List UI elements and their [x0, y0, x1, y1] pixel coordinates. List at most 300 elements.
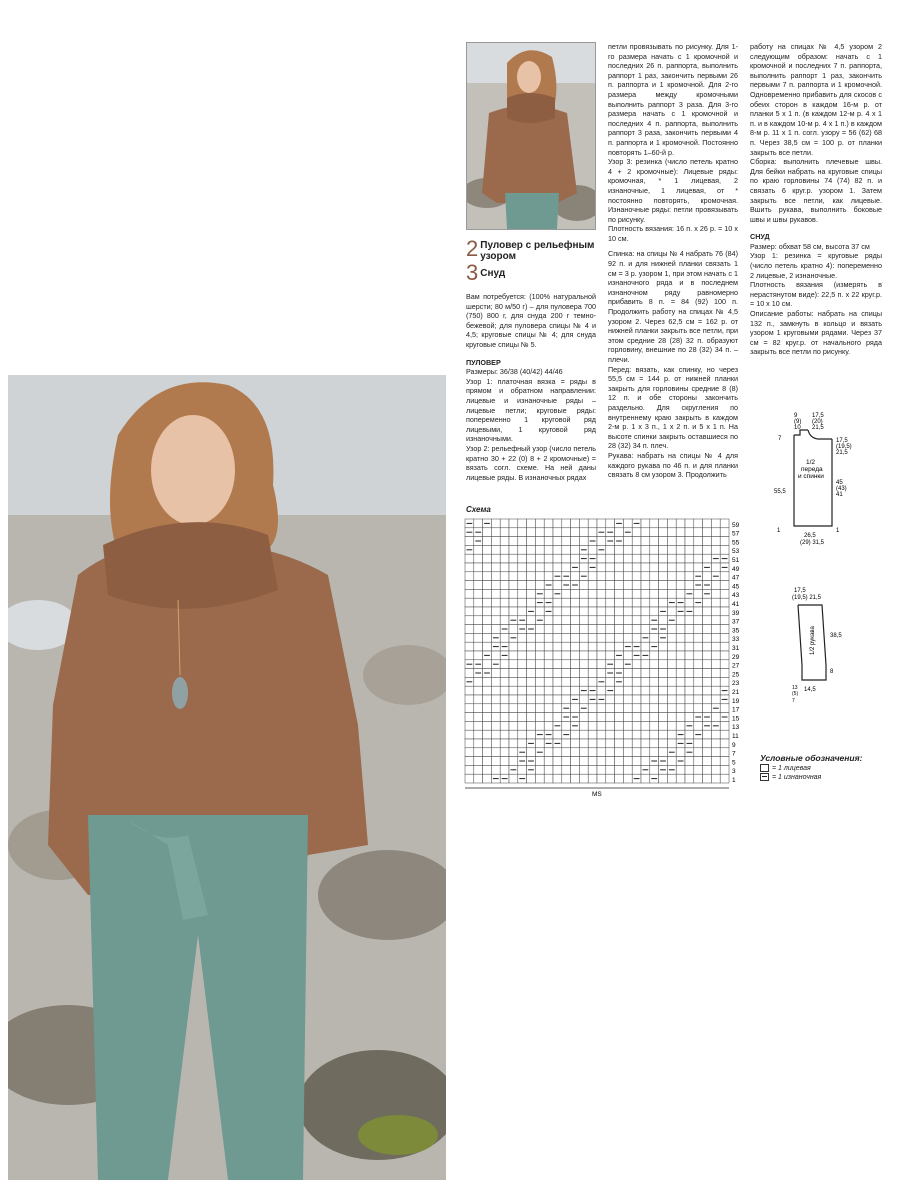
chart-cell — [579, 589, 588, 598]
chart-cell — [562, 519, 571, 528]
chart-cell — [650, 730, 659, 739]
sleeve-left-b: (5) — [792, 691, 799, 697]
chart-cell — [694, 765, 703, 774]
chart-cell — [500, 765, 509, 774]
chart-cell — [491, 625, 500, 634]
chart-cell — [606, 757, 615, 766]
chart-cell — [562, 545, 571, 554]
chart-cell — [703, 616, 712, 625]
chart-cell — [676, 563, 685, 572]
chart-cell — [500, 748, 509, 757]
chart-cell — [685, 713, 694, 722]
chart-cell — [509, 554, 518, 563]
chart-cell — [518, 660, 527, 669]
chart-cell — [562, 642, 571, 651]
chart-cell — [711, 677, 720, 686]
chart-cell — [553, 625, 562, 634]
chart-cell — [571, 537, 580, 546]
chart-cell — [711, 660, 720, 669]
chart-cell — [483, 625, 492, 634]
chart-cell — [509, 537, 518, 546]
chart-cell — [518, 572, 527, 581]
article-header — [466, 238, 602, 284]
chart-cell — [509, 651, 518, 660]
chart-cell — [527, 704, 536, 713]
chart-cell — [562, 739, 571, 748]
chart-cell — [509, 757, 518, 766]
chart-cell — [579, 519, 588, 528]
chart-cell — [509, 704, 518, 713]
dim-left-total: 55,5 — [774, 489, 786, 495]
chart-cell — [588, 607, 597, 616]
chart-cell — [527, 695, 536, 704]
chart-cell — [465, 616, 474, 625]
chart-cell — [518, 686, 527, 695]
chart-cell — [562, 757, 571, 766]
chart-cell — [518, 765, 527, 774]
chart-cell — [711, 739, 720, 748]
chart-cell — [694, 677, 703, 686]
chart-cell — [571, 625, 580, 634]
chart-cell — [667, 519, 676, 528]
chart-cell — [694, 545, 703, 554]
sleeve-left-c: 7 — [792, 698, 795, 704]
chart-cell — [641, 563, 650, 572]
chart-cell — [571, 686, 580, 695]
chart-cell — [518, 730, 527, 739]
chart-cell — [703, 519, 712, 528]
chart-cell — [676, 642, 685, 651]
chart-cell — [659, 686, 668, 695]
chart-cell — [711, 669, 720, 678]
chart-cell — [694, 633, 703, 642]
chart-cell — [597, 704, 606, 713]
chart-cell — [685, 774, 694, 783]
chart-cell — [632, 695, 641, 704]
chart-cell — [579, 677, 588, 686]
chart-cell — [711, 651, 720, 660]
chart-cell — [641, 677, 650, 686]
chart-cell — [597, 642, 606, 651]
chart-cell — [694, 563, 703, 572]
chart-cell — [491, 563, 500, 572]
chart-cell — [694, 519, 703, 528]
chart-cell — [483, 677, 492, 686]
chart-cell — [562, 589, 571, 598]
chart-cell — [474, 563, 483, 572]
chart-cell — [474, 677, 483, 686]
chart-cell — [588, 765, 597, 774]
chart-cell — [553, 677, 562, 686]
chart-cell — [483, 721, 492, 730]
chart-cell — [465, 669, 474, 678]
chart-cell — [615, 607, 624, 616]
chart-cell — [632, 686, 641, 695]
chart-cell — [615, 748, 624, 757]
chart-title: Схема — [466, 505, 491, 514]
chart-cell — [483, 554, 492, 563]
chart-cell — [623, 686, 632, 695]
chart-cell — [465, 730, 474, 739]
chart-cell — [623, 730, 632, 739]
chart-cell — [606, 651, 615, 660]
chart-repeat-label: MS — [592, 791, 602, 798]
chart-cell — [544, 528, 553, 537]
chart-cell — [623, 554, 632, 563]
chart-cell — [685, 633, 694, 642]
chart-cell — [694, 642, 703, 651]
chart-cell — [588, 528, 597, 537]
chart-cell — [527, 642, 536, 651]
chart-cell — [483, 757, 492, 766]
chart-cell — [588, 581, 597, 590]
chart-cell — [544, 519, 553, 528]
chart-cell — [650, 563, 659, 572]
chart-cell — [465, 625, 474, 634]
chart-cell — [491, 677, 500, 686]
chart-cell — [703, 686, 712, 695]
chart-cell — [659, 651, 668, 660]
chart-cell — [597, 581, 606, 590]
chart-cell — [588, 713, 597, 722]
text-column-2 — [608, 42, 738, 480]
chart-cell — [720, 545, 729, 554]
chart-cell — [632, 704, 641, 713]
chart-cell — [597, 554, 606, 563]
chart-cell — [641, 748, 650, 757]
chart-cell — [491, 686, 500, 695]
chart-cell — [465, 774, 474, 783]
sleeve-height: 38,5 — [830, 633, 842, 639]
chart-cell — [615, 774, 624, 783]
item-2-title: Пуловер с рельефным узором — [480, 240, 595, 262]
chart-cell — [597, 651, 606, 660]
chart-cell — [527, 537, 536, 546]
chart-cell — [685, 642, 694, 651]
chart-cell — [571, 704, 580, 713]
chart-cell — [676, 572, 685, 581]
dim-right2-a: 45 — [836, 480, 843, 486]
chart-cell — [535, 669, 544, 678]
chart-cell — [509, 713, 518, 722]
chart-cell — [518, 713, 527, 722]
chart-cell — [527, 554, 536, 563]
chart-cell — [597, 589, 606, 598]
chart-cell — [544, 625, 553, 634]
chart-cell — [606, 677, 615, 686]
chart-cell — [615, 616, 624, 625]
dim-one-right: 1 — [836, 528, 840, 534]
chart-cell — [659, 721, 668, 730]
chart-cell — [474, 730, 483, 739]
chart-cell — [623, 739, 632, 748]
chart-cell — [579, 563, 588, 572]
chart-cell — [597, 730, 606, 739]
chart-cell — [606, 589, 615, 598]
chart-cell — [535, 537, 544, 546]
chart-cell — [562, 633, 571, 642]
chart-cell — [588, 545, 597, 554]
chart-cell — [483, 537, 492, 546]
chart-cell — [579, 616, 588, 625]
chart-cell — [615, 660, 624, 669]
front-paragraph: Перед: вязать, как спинку, но через 55,5 см = 144 р. от нижней планки закрыть для горловины средние 8 (8) 12 п. и обе стороны закончить раздельно. Для скругления по внутреннему краю закрыть в каждом 2-м р. 1 х 3 п., 1 х 2 п. и 5 х 1 п. На высоте спинки закрыть оставшиеся по 28 (32) 34 п. плеч. — [608, 364, 738, 451]
chart-cell — [667, 704, 676, 713]
chart-cell — [641, 598, 650, 607]
chart-cell — [720, 651, 729, 660]
chart-cell — [518, 704, 527, 713]
chart-cell — [518, 651, 527, 660]
chart-cell — [535, 633, 544, 642]
chart-cell — [641, 739, 650, 748]
chart-cell — [509, 686, 518, 695]
chart-cell — [685, 528, 694, 537]
chart-cell — [632, 598, 641, 607]
chart-cell — [685, 598, 694, 607]
chart-cell — [615, 739, 624, 748]
chart-cell — [491, 581, 500, 590]
chart-cell — [641, 713, 650, 722]
chart-cell — [667, 545, 676, 554]
chart-cell — [632, 677, 641, 686]
chart-cell — [623, 757, 632, 766]
chart-cell — [535, 660, 544, 669]
chart-cell — [641, 572, 650, 581]
chart-cell — [500, 730, 509, 739]
chart-row-label: 41 — [732, 601, 740, 608]
legend-item-purl — [760, 773, 862, 781]
chart-cell — [694, 686, 703, 695]
chart-cell — [544, 748, 553, 757]
chart-cell — [650, 713, 659, 722]
chart-cell — [685, 757, 694, 766]
chart-cell — [588, 616, 597, 625]
chart-cell — [659, 642, 668, 651]
chart-cell — [615, 765, 624, 774]
chart-cell — [518, 545, 527, 554]
chart-cell — [703, 633, 712, 642]
chart-cell — [465, 607, 474, 616]
chart-cell — [623, 616, 632, 625]
chart-cell — [676, 704, 685, 713]
chart-cell — [720, 774, 729, 783]
chart-cell — [650, 677, 659, 686]
chart-cell — [465, 739, 474, 748]
chart-cell — [606, 730, 615, 739]
chart-cell — [588, 598, 597, 607]
chart-cell — [720, 519, 729, 528]
chart-cell — [667, 774, 676, 783]
chart-cell — [500, 713, 509, 722]
chart-cell — [650, 572, 659, 581]
chart-cell — [703, 739, 712, 748]
chart-row-label: 27 — [732, 662, 740, 670]
chart-cell — [606, 616, 615, 625]
chart-cell — [650, 765, 659, 774]
chart-cell — [483, 545, 492, 554]
chart-cell — [650, 669, 659, 678]
chart-cell — [606, 607, 615, 616]
chart-cell — [641, 545, 650, 554]
chart-cell — [527, 730, 536, 739]
sizes-paragraph: Размеры: 36/38 (40/42) 44/46 — [466, 367, 563, 377]
chart-cell — [535, 721, 544, 730]
chart-cell — [632, 748, 641, 757]
chart-cell — [703, 774, 712, 783]
chart-cell — [500, 563, 509, 572]
chart-cell — [500, 537, 509, 546]
chart-cell — [500, 589, 509, 598]
chart-cell — [553, 651, 562, 660]
chart-cell — [562, 528, 571, 537]
chart-cell — [703, 748, 712, 757]
chart-cell — [491, 713, 500, 722]
chart-cell — [465, 563, 474, 572]
chart-cell — [483, 607, 492, 616]
chart-cell — [527, 748, 536, 757]
chart-cell — [500, 677, 509, 686]
snood-size-paragraph: Размер: обхват 58 см, высота 37 см — [750, 241, 870, 251]
chart-cell — [694, 669, 703, 678]
chart-cell — [483, 748, 492, 757]
chart-cell — [465, 572, 474, 581]
dim-right2-b: (43) — [836, 486, 847, 492]
chart-cell — [491, 730, 500, 739]
chart-cell — [711, 519, 720, 528]
chart-cell — [597, 625, 606, 634]
chart-cell — [720, 598, 729, 607]
chart-cell — [641, 589, 650, 598]
chart-cell — [606, 633, 615, 642]
chart-cell — [544, 537, 553, 546]
chart-cell — [641, 616, 650, 625]
chart-row-label: 19 — [732, 697, 740, 705]
chart-cell — [579, 642, 588, 651]
dim-top-left-b: (9) — [794, 419, 802, 425]
pattern-1-paragraph: Узор 1: платочная вязка = ряды в прямом и обратном направлении: лицевые и изнаночные ряды – лицевые петли; круговые ряды: попеременно 1 круговой ряд лицевыми, 1 круговой ряд изнаночными. — [466, 376, 596, 444]
chart-cell — [500, 660, 509, 669]
chart-cell — [465, 642, 474, 651]
chart-cell — [667, 677, 676, 686]
snood-gauge-paragraph: Плотность вязания (измерять в нерастянутом виде): 22,5 п. х 22 круг.р. = 10 х 10 см. — [750, 280, 882, 309]
chart-cell — [606, 713, 615, 722]
chart-cell — [544, 545, 553, 554]
chart-cell — [659, 677, 668, 686]
chart-cell — [720, 581, 729, 590]
chart-cell — [474, 765, 483, 774]
chart-cell — [659, 589, 668, 598]
chart-cell — [685, 730, 694, 739]
chart-cell — [703, 695, 712, 704]
chart-cell — [588, 774, 597, 783]
chart-cell — [544, 757, 553, 766]
chart-cell — [615, 704, 624, 713]
chart-cell — [720, 757, 729, 766]
chart-cell — [606, 581, 615, 590]
chart-cell — [483, 695, 492, 704]
chart-cell — [685, 616, 694, 625]
chart-cell — [544, 572, 553, 581]
chart-cell — [667, 730, 676, 739]
chart-cell — [632, 607, 641, 616]
dim-right-b: (19,5) — [836, 444, 852, 450]
chart-cell — [703, 537, 712, 546]
chart-cell — [632, 616, 641, 625]
text-column-1 — [466, 292, 596, 482]
chart-cell — [720, 528, 729, 537]
chart-cell — [518, 598, 527, 607]
chart-cell — [491, 651, 500, 660]
chart-cell — [518, 581, 527, 590]
chart-cell — [650, 598, 659, 607]
chart-cell — [500, 581, 509, 590]
chart-cell — [597, 616, 606, 625]
chart-cell — [509, 721, 518, 730]
chart-cell — [509, 642, 518, 651]
instructions-paragraph-1: петли провязывать по рисунку. Для 1-го размера начать с 1 кромочной и последних 26 п. раппорта, выполнить раппорт 1 раз, закончить первыми 26 п. раппорта и 1 кромочной. Для 2-го размера между кромочными выполнить раппорт 3 раза. Для 3-го размера начать с 1 кромочной и последних 4 п. раппорта, выполнить раппорт 3 раза, закончить первыми 4 п. раппорта и 1 кромочной. Постоянно повторять 1–60-й р. — [608, 42, 738, 157]
dim-right-a: 17,5 — [836, 438, 848, 444]
chart-cell — [465, 581, 474, 590]
chart-cell — [562, 774, 571, 783]
chart-cell — [615, 730, 624, 739]
chart-cell — [553, 642, 562, 651]
chart-cell — [491, 704, 500, 713]
chart-cell — [597, 633, 606, 642]
chart-cell — [553, 607, 562, 616]
chart-cell — [641, 757, 650, 766]
chart-cell — [632, 660, 641, 669]
chart-cell — [711, 686, 720, 695]
chart-cell — [615, 721, 624, 730]
chart-cell — [474, 598, 483, 607]
dim-bottom-a: 26,5 — [804, 533, 816, 539]
materials-paragraph: Вам потребуется: (100% натуральной шерсти; 80 м/50 г) – для пуловера 700 (750) 800 г, для снуда 200 г темно-бежевой; для пуловера спицы № 4 и 4,5; круговые спицы № 4; для снуда круговые спицы № 5. — [466, 292, 596, 349]
chart-cell — [676, 774, 685, 783]
chart-cell — [553, 713, 562, 722]
chart-cell — [518, 563, 527, 572]
legend-item-knit-label: = 1 лицевая — [772, 764, 811, 772]
chart-cell — [632, 545, 641, 554]
chart-cell — [544, 669, 553, 678]
chart-cell — [615, 563, 624, 572]
chart-row-label: 57 — [732, 530, 740, 538]
chart-cell — [588, 651, 597, 660]
chart-cell — [535, 563, 544, 572]
chart-cell — [606, 642, 615, 651]
chart-cell — [562, 677, 571, 686]
dim-right2-c: 41 — [836, 492, 843, 498]
chart-cell — [571, 757, 580, 766]
chart-cell — [500, 686, 509, 695]
chart-cell — [544, 713, 553, 722]
chart-cell — [676, 695, 685, 704]
chart-cell — [535, 607, 544, 616]
chart-cell — [720, 537, 729, 546]
chart-cell — [544, 616, 553, 625]
chart-cell — [711, 713, 720, 722]
dim-right-c: 21,5 — [836, 450, 848, 456]
chart-cell — [650, 519, 659, 528]
chart-cell — [641, 581, 650, 590]
chart-cell — [606, 598, 615, 607]
chart-cell — [535, 677, 544, 686]
chart-cell — [650, 739, 659, 748]
chart-cell — [597, 563, 606, 572]
chart-row-label: 51 — [732, 557, 740, 564]
chart-cell — [720, 669, 729, 678]
chart-cell — [518, 554, 527, 563]
chart-cell — [579, 660, 588, 669]
